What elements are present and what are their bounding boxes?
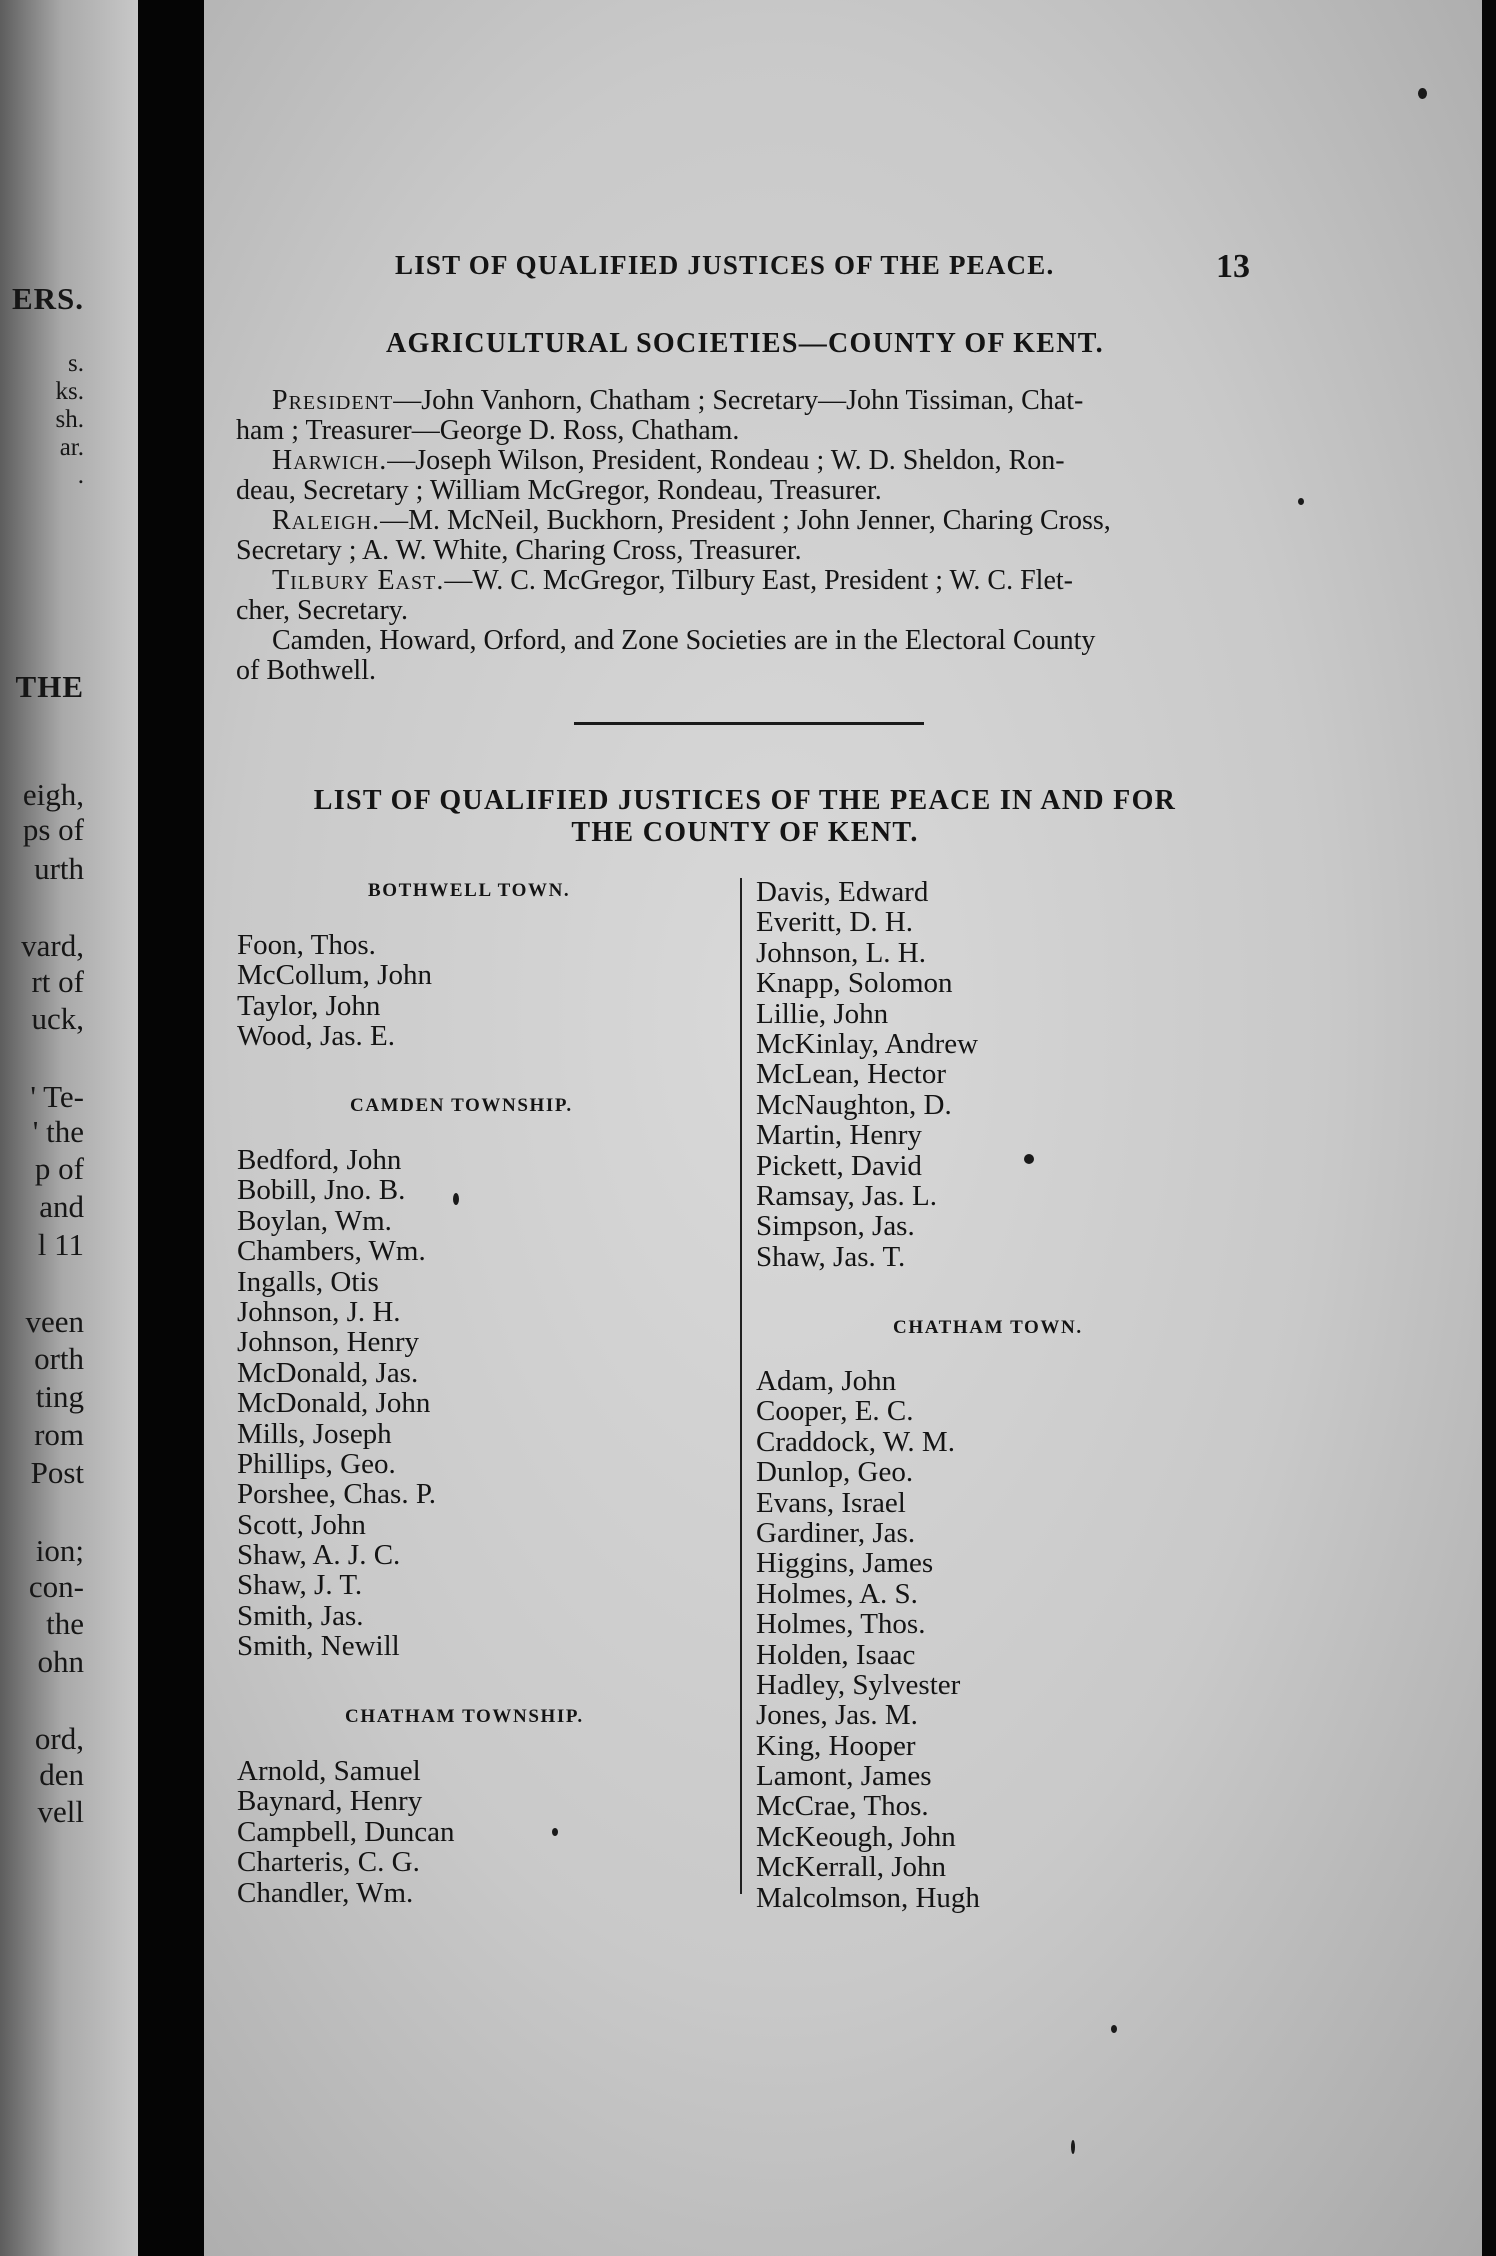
page-number: 13 — [1216, 248, 1250, 285]
justice-name: Johnson, Henry — [237, 1326, 420, 1359]
left-fragment: . — [77, 462, 84, 489]
agricultural-societies-title: AGRICULTURAL SOCIETIES—COUNTY OF KENT. — [386, 328, 1104, 359]
chatham-township-heading: CHATHAM TOWNSHIP. — [345, 1706, 584, 1727]
running-head: LIST OF QUALIFIED JUSTICES OF THE PEACE. — [395, 250, 1055, 280]
justice-name: McNaughton, D. — [756, 1088, 952, 1121]
left-fragment: rom — [34, 1417, 84, 1452]
scan-speck — [1298, 498, 1304, 505]
justice-name: Wood, Jas. E. — [237, 1020, 395, 1053]
justice-name: Lillie, John — [756, 997, 889, 1030]
left-fragment: urth — [34, 851, 84, 886]
left-fragment: sh. — [55, 406, 84, 433]
left-fragment: rt of — [31, 964, 84, 999]
left-fragment: ting — [35, 1379, 84, 1414]
entry-text: of Bothwell. — [236, 655, 376, 686]
society-entry-tilbury-east — [236, 566, 1254, 626]
justice-name: Evans, Israel — [756, 1486, 906, 1519]
justice-name: Baynard, Henry — [237, 1785, 423, 1818]
scan-border — [1482, 0, 1496, 2256]
justice-name: Bedford, John — [237, 1144, 402, 1176]
left-fragment: ar. — [59, 434, 84, 461]
chatham-town-list — [756, 1366, 980, 1913]
justice-name: Davis, Edward — [756, 876, 929, 908]
justice-name: Jones, Jas. M. — [756, 1699, 918, 1732]
justice-name: Simpson, Jas. — [756, 1210, 915, 1243]
justice-name: Holmes, Thos. — [756, 1608, 926, 1641]
justices-title-line: LIST OF QUALIFIED JUSTICES OF THE PEACE IN AND FOR — [313, 785, 1177, 816]
justice-name: McDonald, John — [237, 1387, 431, 1420]
left-fragment: orth — [34, 1341, 84, 1376]
left-fragment: THE — [15, 669, 84, 704]
left-fragment: ' the — [32, 1114, 84, 1149]
justice-name: McKinlay, Andrew — [756, 1027, 979, 1060]
society-entry-note — [236, 626, 1254, 686]
justice-name: Smith, Jas. — [237, 1599, 364, 1632]
left-page-text-fragments — [0, 0, 138, 2256]
scan-speck — [453, 1193, 459, 1205]
society-entry-harwich — [236, 446, 1254, 506]
scan-speck — [1024, 1154, 1034, 1164]
justice-name: Johnson, J. H. — [237, 1295, 401, 1328]
left-fragment: and — [39, 1189, 84, 1224]
justice-name: Cooper, E. C. — [756, 1395, 914, 1428]
justice-name: Porshee, Chas. P. — [237, 1478, 436, 1511]
section-divider — [574, 722, 924, 725]
justice-name: Everitt, D. H. — [756, 906, 914, 939]
left-fragment: Post — [30, 1455, 84, 1490]
entry-text: Secretary ; A. W. White, Charing Cross, Treasurer. — [236, 535, 802, 566]
justice-name: Gardiner, Jas. — [756, 1516, 916, 1549]
justice-name: McCollum, John — [237, 959, 432, 992]
justice-name: Arnold, Samuel — [237, 1755, 421, 1787]
left-fragment: the — [46, 1606, 84, 1641]
justice-name: Holmes, A. S. — [756, 1577, 918, 1610]
justice-name: Higgins, James — [756, 1547, 934, 1580]
justice-name: Lamont, James — [756, 1760, 932, 1793]
justices-title-line: THE COUNTY OF KENT. — [571, 817, 919, 848]
justice-name: Craddock, W. M. — [756, 1425, 955, 1458]
entry-text: —M. McNeil, Buckhorn, President ; John Jenner, Charing Cross, — [380, 505, 1111, 536]
left-fragment: den — [39, 1757, 84, 1792]
left-fragment: ERS. — [11, 281, 84, 316]
justice-name: Dunlop, Geo. — [756, 1456, 914, 1489]
scan-speck — [1418, 88, 1427, 99]
chatham-township-continued-list — [756, 877, 978, 1272]
scan-speck — [552, 1828, 558, 1836]
society-entry-raleigh — [236, 506, 1254, 566]
entry-text: deau, Secretary ; William McGregor, Rondeau, Treasurer. — [236, 475, 882, 506]
justice-name: Knapp, Solomon — [756, 967, 953, 1000]
justice-name: Chandler, Wm. — [237, 1876, 414, 1909]
justices-list-title — [236, 785, 1254, 849]
entry-heading: Tilbury East. — [272, 565, 445, 596]
entry-heading: Harwich. — [272, 445, 388, 476]
left-fragment: ps of — [22, 812, 84, 847]
justice-name: Chambers, Wm. — [237, 1235, 426, 1268]
justice-name: Scott, John — [237, 1508, 366, 1541]
left-fragment: ord, — [34, 1721, 84, 1756]
justice-name: Ingalls, Otis — [237, 1265, 379, 1298]
justice-name: Pickett, David — [756, 1149, 922, 1182]
left-fragment: eigh, — [22, 777, 84, 812]
column-divider — [740, 878, 742, 1894]
bothwell-town-heading: BOTHWELL TOWN. — [368, 880, 571, 901]
entry-heading: Raleigh. — [272, 505, 381, 536]
left-fragment: ohn — [37, 1644, 84, 1679]
justice-name: Campbell, Duncan — [237, 1815, 455, 1848]
justice-name: Charteris, C. G. — [237, 1846, 420, 1879]
justice-name: Boylan, Wm. — [237, 1204, 392, 1237]
camden-township-heading: CAMDEN TOWNSHIP. — [350, 1095, 573, 1116]
justice-name: Phillips, Geo. — [237, 1447, 396, 1480]
justice-name: McDonald, Jas. — [237, 1356, 419, 1389]
chatham-town-heading: CHATHAM TOWN. — [893, 1317, 1083, 1338]
entry-text: cher, Secretary. — [236, 595, 408, 626]
left-fragment: con- — [28, 1569, 84, 1604]
entry-text: ham ; Treasurer—George D. Ross, Chatham. — [236, 415, 740, 446]
justice-name: Shaw, A. J. C. — [237, 1539, 401, 1572]
justice-name: Johnson, L. H. — [756, 936, 926, 969]
left-fragment: veen — [25, 1304, 84, 1339]
justice-name: Shaw, Jas. T. — [756, 1240, 906, 1273]
agricultural-societies-entries — [236, 386, 1254, 686]
book-gutter — [138, 0, 204, 2256]
justice-name: Ramsay, Jas. L. — [756, 1179, 937, 1212]
justice-name: Foon, Thos. — [237, 929, 376, 961]
justice-name: Hadley, Sylvester — [756, 1668, 961, 1701]
justice-name: Mills, Joseph — [237, 1417, 392, 1450]
entry-text: —Joseph Wilson, President, Rondeau ; W. D. Sheldon, Ron- — [387, 445, 1065, 476]
bothwell-town-list — [237, 930, 432, 1052]
justice-name: Taylor, John — [237, 989, 381, 1022]
justice-name: McKeough, John — [756, 1820, 956, 1853]
left-fragment: vell — [37, 1794, 84, 1829]
justice-name: Smith, Newill — [237, 1630, 400, 1663]
society-entry-president — [236, 386, 1254, 446]
left-fragment: l 11 — [37, 1227, 84, 1262]
justice-name: King, Hooper — [756, 1729, 916, 1762]
justice-name: McLean, Hector — [756, 1058, 947, 1091]
entry-heading: President — [272, 385, 394, 416]
scan-speck — [1111, 2025, 1117, 2033]
entry-text: —W. C. McGregor, Tilbury East, President ; W. C. Flet- — [444, 565, 1073, 596]
scan-speck — [1071, 2140, 1075, 2154]
left-fragment: ' Te- — [30, 1079, 84, 1114]
left-fragment: p of — [34, 1151, 84, 1186]
justice-name: McKerrall, John — [756, 1851, 947, 1884]
entry-text: —John Vanhorn, Chatham ; Secretary—John Tissiman, Chat- — [393, 385, 1084, 416]
justice-name: Martin, Henry — [756, 1119, 922, 1152]
justice-name: Shaw, J. T. — [237, 1569, 363, 1602]
left-fragment: vard, — [21, 928, 84, 963]
chatham-township-list — [237, 1756, 454, 1908]
left-fragment: ion; — [35, 1533, 84, 1568]
left-fragment: s. — [68, 350, 84, 377]
justice-name: Bobill, Jno. B. — [237, 1174, 406, 1207]
justice-name: Malcolmson, Hugh — [756, 1881, 980, 1914]
left-fragment: ks. — [55, 378, 84, 405]
left-fragment: uck, — [31, 1001, 84, 1036]
entry-text: Camden, Howard, Orford, and Zone Societies are in the Electoral County — [272, 625, 1096, 656]
camden-township-list — [237, 1145, 436, 1662]
justice-name: Adam, John — [756, 1365, 897, 1397]
justice-name: McCrae, Thos. — [756, 1790, 929, 1823]
justice-name: Holden, Isaac — [756, 1638, 916, 1671]
